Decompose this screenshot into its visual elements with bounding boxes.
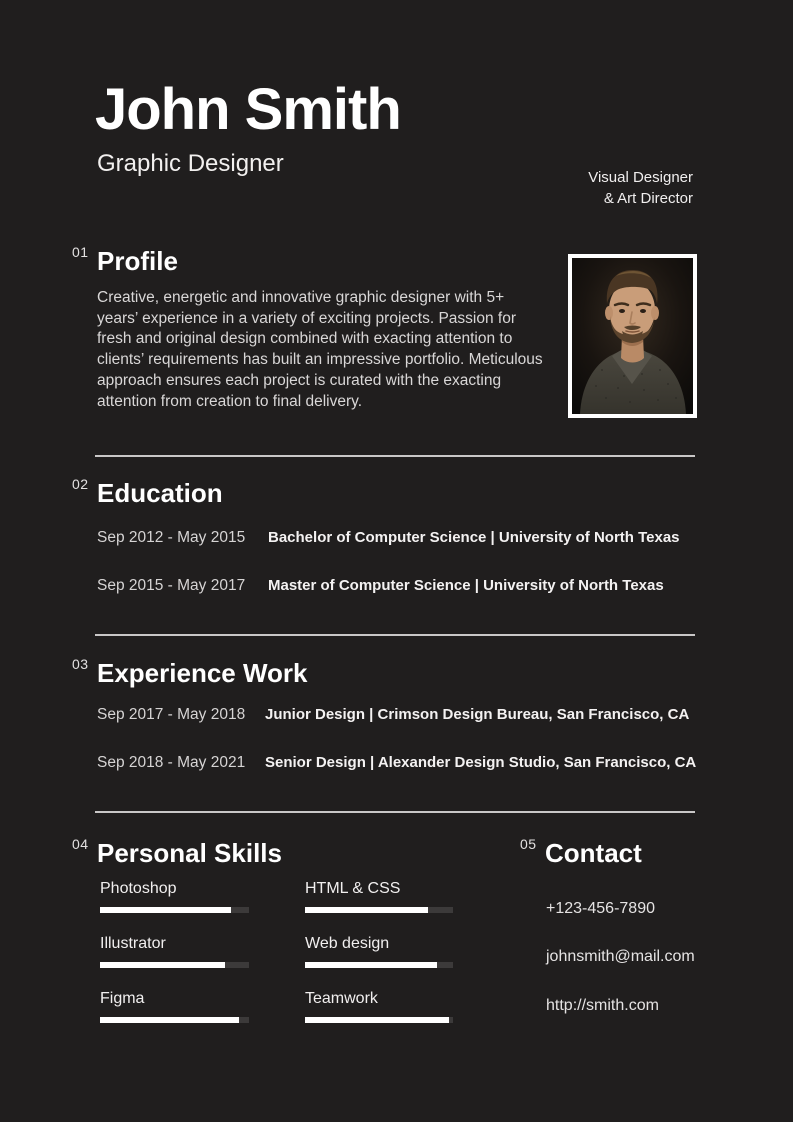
experience-row bbox=[97, 706, 717, 724]
skill-label: Photoshop bbox=[100, 880, 177, 897]
divider bbox=[95, 811, 695, 813]
section-heading-education: Education bbox=[97, 478, 223, 508]
skill-bar-fill bbox=[100, 1017, 239, 1023]
experience-row bbox=[97, 754, 717, 772]
education-row bbox=[97, 577, 717, 595]
section-number-experience: 03 bbox=[72, 656, 89, 672]
section-number-profile: 01 bbox=[72, 244, 89, 260]
divider bbox=[95, 634, 695, 636]
education-period: Sep 2015 - May 2017 bbox=[97, 577, 246, 594]
divider bbox=[95, 455, 695, 457]
section-heading-experience: Experience Work bbox=[97, 658, 308, 688]
skill-item bbox=[100, 935, 249, 968]
section-heading-contact: Contact bbox=[545, 838, 642, 868]
section-number-skills: 04 bbox=[72, 836, 89, 852]
skills-grid bbox=[100, 880, 453, 1023]
tagline-line-1: Visual Designer bbox=[588, 169, 693, 186]
skill-item bbox=[305, 880, 453, 913]
section-heading-profile: Profile bbox=[97, 246, 178, 276]
portrait-frame bbox=[568, 254, 697, 418]
skill-bar-track bbox=[100, 962, 249, 968]
skill-bar-track bbox=[305, 907, 453, 913]
tagline bbox=[588, 167, 693, 209]
skill-bar-fill bbox=[305, 907, 428, 913]
skill-bar-track bbox=[305, 962, 453, 968]
skill-item bbox=[100, 990, 249, 1023]
contact-phone: +123-456-7890 bbox=[546, 900, 655, 917]
person-job-title: Graphic Designer bbox=[97, 150, 284, 177]
section-number-education: 02 bbox=[72, 476, 89, 492]
skill-bar-fill bbox=[100, 962, 225, 968]
profile-text: Creative, energetic and innovative graphic designer with 5+ years’ experience in a variety of exciting projects. Passion for fresh and original design combined with exacting attention to clients’ requirements has built an impressive portfolio. Meticulous approach ensures each project is curated with the exacting attention from creation to final delivery. bbox=[97, 289, 543, 410]
experience-detail: Junior Design | Crimson Design Bureau, San Francisco, CA bbox=[265, 706, 690, 723]
portrait-photo bbox=[572, 258, 693, 414]
skill-label: Teamwork bbox=[305, 990, 378, 1007]
education-period: Sep 2012 - May 2015 bbox=[97, 529, 246, 546]
section-heading-skills: Personal Skills bbox=[97, 838, 282, 868]
experience-detail: Senior Design | Alexander Design Studio, San Francisco, CA bbox=[265, 754, 697, 771]
skill-item bbox=[305, 935, 453, 968]
skill-bar-track bbox=[305, 1017, 453, 1023]
skill-item bbox=[100, 880, 249, 913]
experience-period: Sep 2017 - May 2018 bbox=[97, 706, 246, 723]
skill-bar-fill bbox=[305, 962, 437, 968]
skill-bar-fill bbox=[100, 907, 231, 913]
skill-bar-fill bbox=[305, 1017, 449, 1023]
skill-bar-track bbox=[100, 907, 249, 913]
contact-website: http://smith.com bbox=[546, 997, 659, 1014]
education-detail: Master of Computer Science | University of North Texas bbox=[268, 577, 664, 594]
skill-bar-track bbox=[100, 1017, 249, 1023]
skill-item bbox=[305, 990, 453, 1023]
section-number-contact: 05 bbox=[520, 836, 537, 852]
education-detail: Bachelor of Computer Science | University of North Texas bbox=[268, 529, 680, 546]
skill-label: Illustrator bbox=[100, 935, 166, 952]
skill-label: Figma bbox=[100, 990, 145, 1007]
person-name: John Smith bbox=[95, 77, 401, 142]
skill-label: HTML & CSS bbox=[305, 880, 401, 897]
tagline-line-2: & Art Director bbox=[603, 190, 693, 207]
skill-label: Web design bbox=[305, 935, 390, 952]
education-row bbox=[97, 529, 717, 547]
contact-email: johnsmith@mail.com bbox=[546, 948, 695, 965]
experience-period: Sep 2018 - May 2021 bbox=[97, 754, 246, 771]
